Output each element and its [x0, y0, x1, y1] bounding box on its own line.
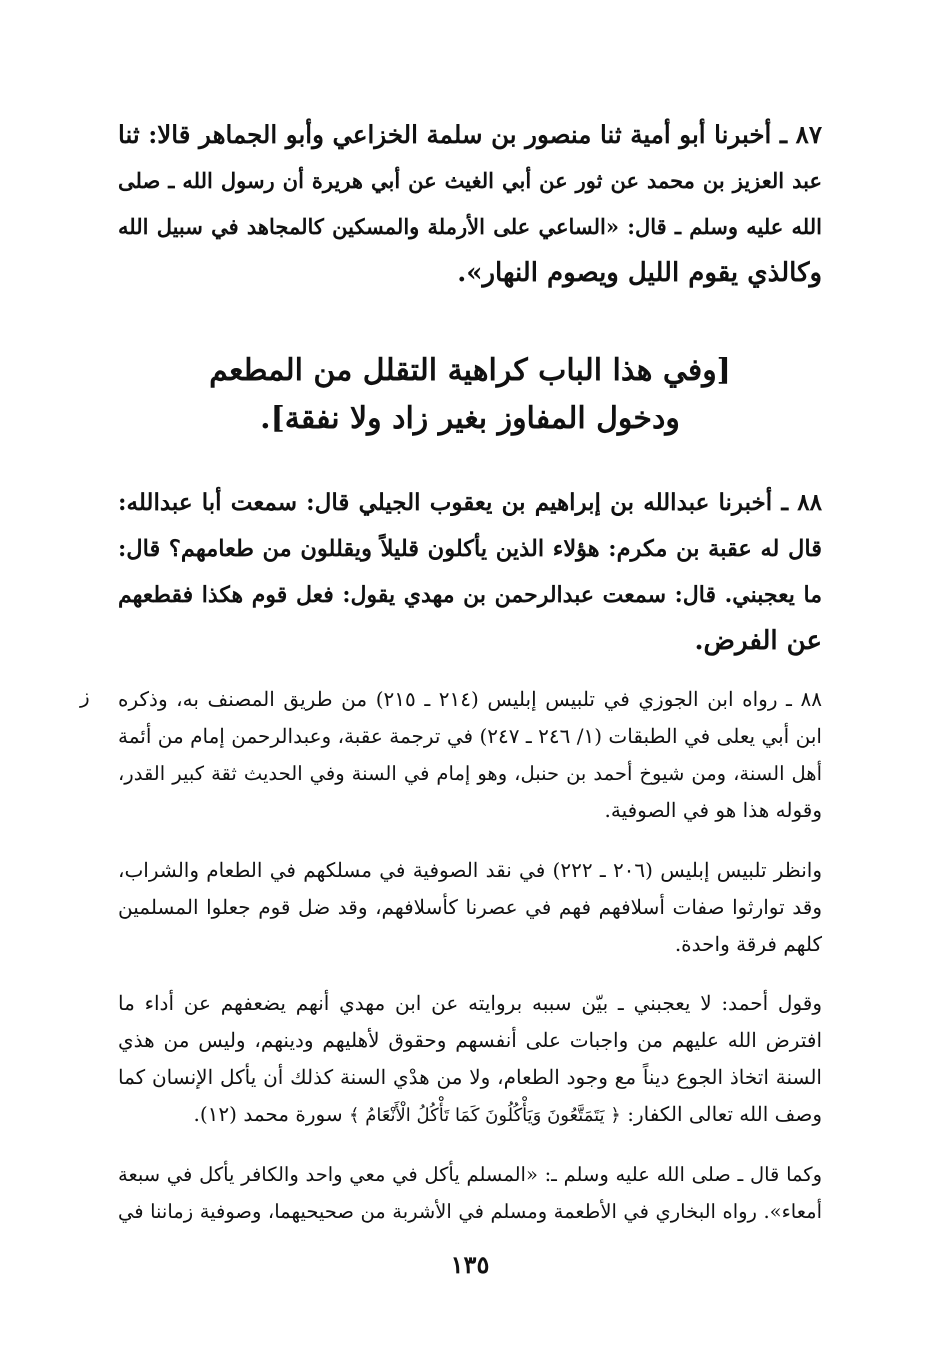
footnote-3 — [118, 985, 822, 1134]
footnote-1-line-3: أهل السنة، ومن شيوخ أحمد بن حنبل، وهو إمام في السنة وفي الحديث ثقة كبير القدر، — [118, 762, 822, 785]
footnote-3-line-3: السنة اتخاذ الجوع ديناً مع وجود الطعام، ولا من هدْي السنة كذلك أن يأكل الإنسان كما — [118, 1065, 822, 1089]
hadith-88-line-3: ما يعجبني. قال: سمعت عبدالرحمن بن مهدي يقول: فعل قوم هكذا فقطعهم — [118, 582, 822, 608]
footnote-2-line-1: وانظر تلبيس إبليس (٢٠٦ ـ ٢٢٢) في نقد الصوفية في مسلكهم في الطعام والشراب، — [118, 858, 822, 882]
hadith-87-line-3: الله عليه وسلم ـ قال: «الساعي على الأرملة والمسكين كالمجاهد في سبيل الله — [118, 214, 822, 239]
chapter-heading-line-2: ودخول المفاوز بغير زاد ولا نفقة]. — [260, 401, 680, 436]
footnote-3-line-2: افترض الله عليهم من واجبات على أنفسهم وحقوق لأهليهم ودينهم، وليس من هذي — [118, 1028, 822, 1052]
hadith-88-line-1: ٨٨ ـ أخبرنا عبدالله بن إبراهيم بن يعقوب الجيلي قال: سمعت أبا عبدالله: — [118, 489, 822, 516]
footnote-2-line-3: كلهم فرقة واحدة. — [674, 932, 822, 956]
footnote-1-line-2: ابن أبي يعلى في الطبقات (١/ ٢٤٦ ـ ٢٤٧) في ترجمة عقبة، وعبدالرحمن إمام من أئمة — [118, 724, 822, 748]
chapter-heading-line-1: [وفي هذا الباب كراهية التقلل من المطعم — [209, 353, 731, 388]
footnote-1-line-4: وقوله هذا هو في الصوفية. — [604, 798, 822, 822]
hadith-87-line-2: عبد العزيز بن محمد عن ثور عن أبي الغيث عن أبي هريرة أن رسول الله ـ صلى — [118, 168, 822, 193]
hadith-88 — [118, 480, 822, 664]
page-number: ١٣٥ — [450, 1250, 490, 1279]
footnote-1 — [118, 681, 822, 829]
footnote-2-line-2: وقد توارثوا صفات أسلافهم فهم في عصرنا كأسلافهم، وقد ضل قوم جعلوا المسلمين — [118, 895, 822, 919]
footnote-3-prefix: وصف الله تعالى الكفار: — [620, 1102, 822, 1126]
hadith-88-line-2: قال له عقبة بن مكرم: هؤلاء الذين يأكلون قليلاً ويقللون من طعامهم؟ قال: — [118, 536, 822, 562]
hadith-87-line-1: ٨٧ ـ أخبرنا أبو أمية ثنا منصور بن سلمة الخزاعي وأبو الجماهر قالا: ثنا — [118, 120, 822, 149]
hadith-88-line-4: عن الفرض. — [694, 626, 822, 656]
hadith-87 — [118, 112, 822, 296]
footnote-3-line-1: وقول أحمد: لا يعجبني ـ بيّن سببه بروايته عن ابن مهدي أنهم يضعفهم عن أداء ما — [118, 991, 822, 1015]
margin-mark: ز — [80, 684, 90, 708]
footnote-4-line-1: وكما قال ـ صلى الله عليه وسلم ـ: «المسلم يأكل في معي واحد والكافر يأكل في سبعة — [118, 1163, 822, 1186]
quran-verse: ﴿ يَتَمَتَّعُونَ وَيَأْكُلُونَ كَمَا تَأْكُلُ الْأَنْعَامُ ﴾ — [348, 1105, 621, 1126]
chapter-heading — [160, 347, 780, 443]
footnote-4 — [118, 1156, 822, 1230]
footnote-4-line-2: أمعاء». رواه البخاري في الأطعمة ومسلم في الأشربة من صحيحيهما، وصوفية زماننا في — [118, 1200, 822, 1223]
hadith-87-line-4: وكالذي يقوم الليل ويصوم النهار». — [457, 258, 822, 288]
footnote-3-line-4 — [118, 1096, 822, 1134]
footnote-2 — [118, 852, 822, 963]
footnote-3-suffix: سورة محمد (١٢). — [193, 1102, 349, 1126]
footnote-1-line-1: ٨٨ ـ رواه ابن الجوزي في تلبيس إبليس (٢١٤ ـ ٢١٥) من طريق المصنف به، وذكره — [118, 687, 822, 711]
